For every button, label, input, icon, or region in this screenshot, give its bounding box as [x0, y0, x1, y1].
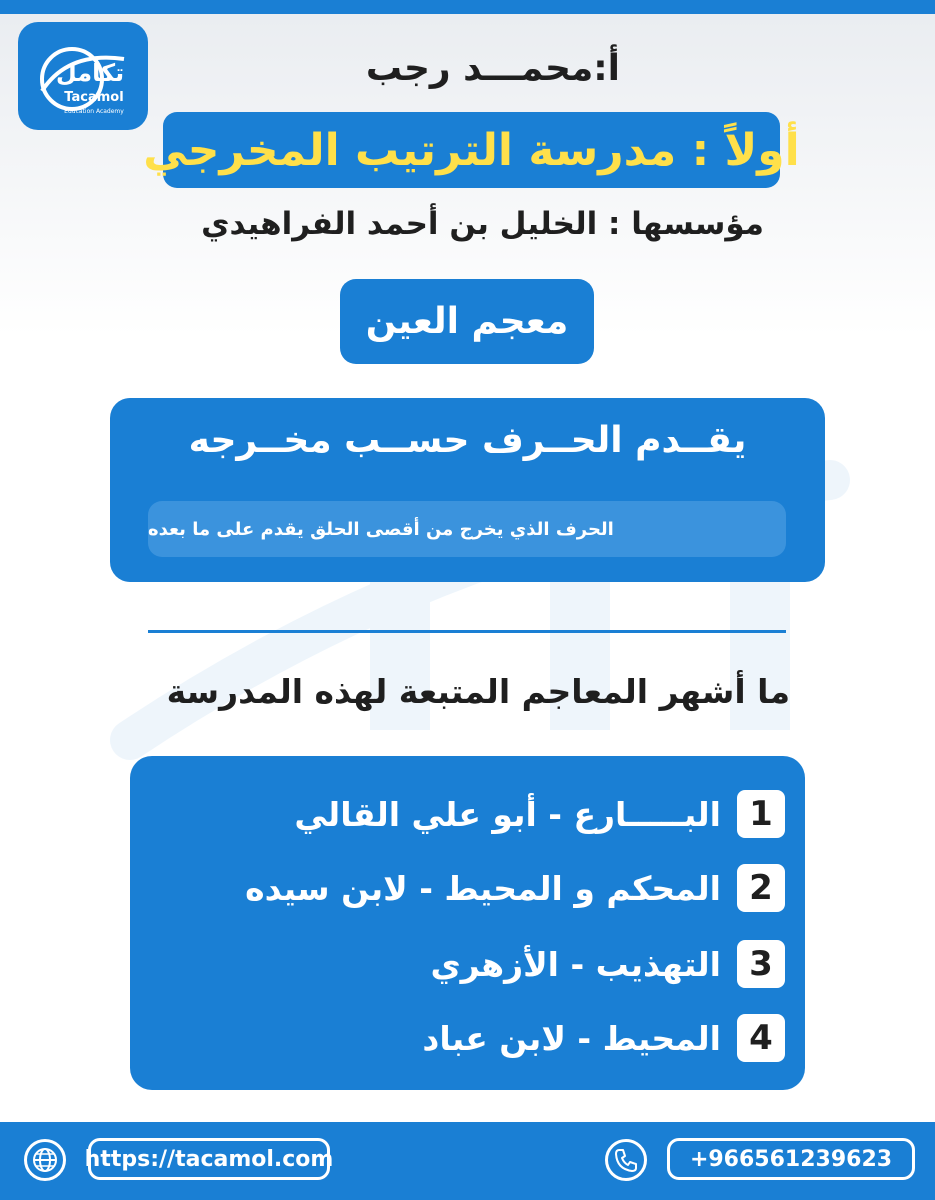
- globe-icon: [24, 1139, 66, 1181]
- info-description: الحرف الذي يخرج من أقصى الحلق يقدم على ما بعده: [148, 501, 786, 557]
- info-heading: يقــدم الحــرف حســب مخــرجه: [188, 420, 747, 461]
- info-box: [110, 398, 825, 582]
- author-name: أ:محمـــد رجب: [365, 48, 620, 89]
- section-divider: [148, 630, 786, 633]
- top-strip: [0, 0, 935, 14]
- brand-logo: [18, 22, 148, 130]
- list-item: [150, 940, 785, 988]
- dictionaries-list: [130, 756, 805, 1090]
- list-item: [150, 790, 785, 838]
- list-item: [150, 864, 785, 912]
- school-title: أولاً : مدرسة الترتيب المخرجي: [163, 112, 780, 188]
- phone-link[interactable]: +966561239623: [667, 1138, 915, 1180]
- list-item-number: 1: [737, 790, 785, 838]
- list-item-text: المحكم و المحيط - لابن سيده: [245, 868, 721, 908]
- list-item: [150, 1014, 785, 1062]
- logo-tagline: Education Academy: [64, 108, 124, 115]
- logo-arabic: تكامل: [55, 59, 125, 87]
- founder-line: مؤسسها : الخليل بن أحمد الفراهيدي: [201, 206, 764, 242]
- logo-latin: Tacamol: [64, 90, 124, 105]
- list-item-text: التهذيب - الأزهري: [430, 944, 721, 984]
- list-item-number: 2: [737, 864, 785, 912]
- question-heading: ما أشهر المعاجم المتبعة لهذه المدرسة: [166, 672, 790, 711]
- footer: [0, 1122, 935, 1200]
- dictionary-badge: معجم العين: [340, 279, 594, 364]
- list-item-text: المحيط - لابن عباد: [422, 1018, 721, 1058]
- logo-mark: [28, 31, 138, 121]
- phone-icon: [605, 1139, 647, 1181]
- list-item-text: البـــــارع - أبو علي القالي: [294, 794, 721, 834]
- list-item-number: 3: [737, 940, 785, 988]
- list-item-number: 4: [737, 1014, 785, 1062]
- website-link[interactable]: https://tacamol.com: [88, 1138, 330, 1180]
